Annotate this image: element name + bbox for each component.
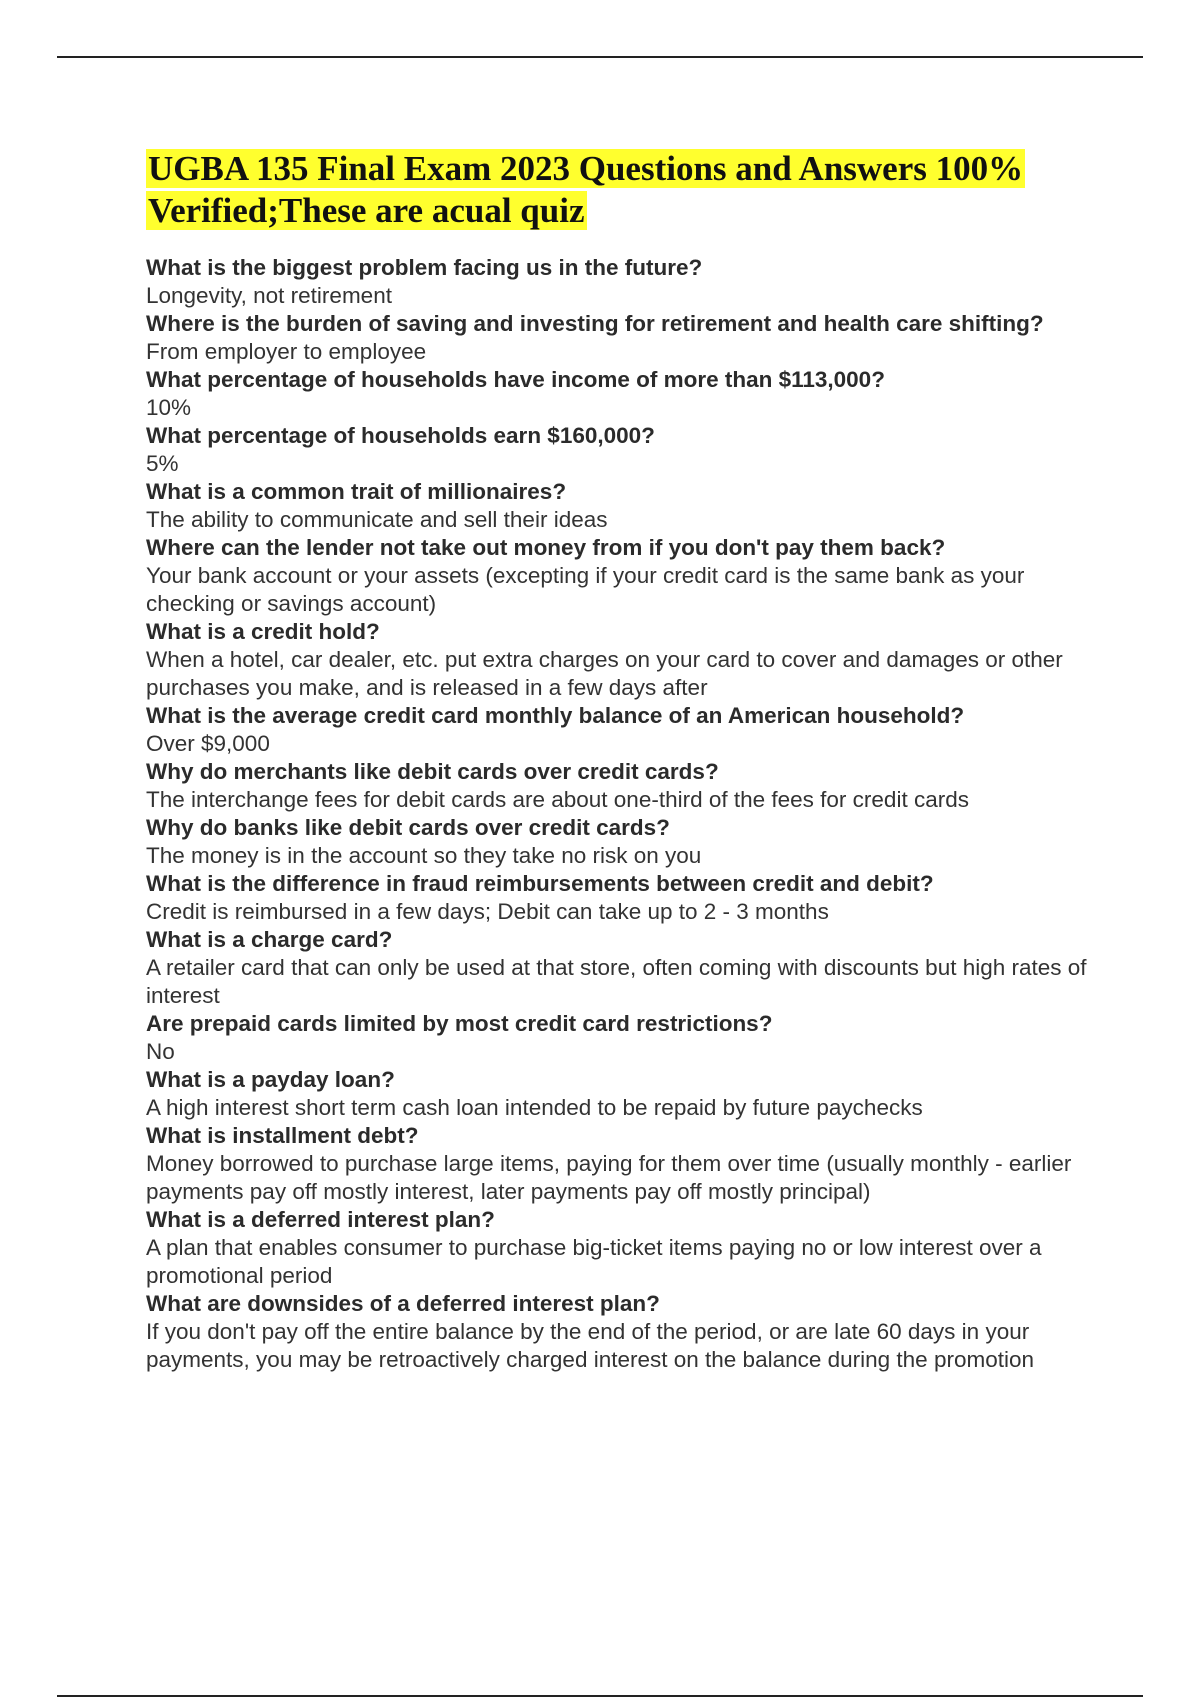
question: What is a common trait of millionaires? [146, 479, 567, 504]
answer: The money is in the account so they take no risk on you [146, 843, 702, 868]
answer: Over $9,000 [146, 731, 270, 756]
answer: No [146, 1039, 175, 1064]
answer: The interchange fees for debit cards are about one-third of the fees for credit cards [146, 787, 969, 812]
question: What is the biggest problem facing us in the future? [146, 255, 703, 280]
question: Why do merchants like debit cards over credit cards? [146, 759, 719, 784]
answer: Credit is reimbursed in a few days; Debit can take up to 2 - 3 months [146, 899, 829, 924]
answer: Longevity, not retirement [146, 283, 392, 308]
question: What percentage of households have income of more than $113,000? [146, 367, 885, 392]
question: What is a credit hold? [146, 619, 380, 644]
answer: A high interest short term cash loan intended to be repaid by future paychecks [146, 1095, 923, 1120]
answer: If you don't pay off the entire balance by the end of the period, or are late 60 days in your payments, you may be retroactively charged interest on the balance during the promotion [146, 1319, 1035, 1372]
top-rule [57, 56, 1143, 58]
question: Where can the lender not take out money from if you don't pay them back? [146, 535, 946, 560]
question: What is the difference in fraud reimbursements between credit and debit? [146, 871, 934, 896]
answer: 5% [146, 451, 179, 476]
question: What is a payday loan? [146, 1067, 395, 1092]
title-highlight: UGBA 135 Final Exam 2023 Questions and Answers 100% Verified;These are acual quiz [148, 149, 1024, 230]
document-body [146, 148, 1106, 1374]
answer: Money borrowed to purchase large items, paying for them over time (usually monthly - earlier payments pay off mostly interest, later payments pay off mostly principal) [146, 1151, 1072, 1204]
question: Are prepaid cards limited by most credit card restrictions? [146, 1011, 773, 1036]
question: What is a deferred interest plan? [146, 1207, 495, 1232]
question: Where is the burden of saving and investing for retirement and health care shifting? [146, 311, 1044, 336]
answer: A plan that enables consumer to purchase big-ticket items paying no or low interest over a promotional period [146, 1235, 1042, 1288]
question: What is installment debt? [146, 1123, 419, 1148]
answer: When a hotel, car dealer, etc. put extra charges on your card to cover and damages or other purchases you make, and is released in a few days after [146, 647, 1063, 700]
qa-list [146, 254, 1106, 1374]
question: What are downsides of a deferred interest plan? [146, 1291, 660, 1316]
document-title [146, 148, 1106, 232]
bottom-rule [57, 1695, 1143, 1697]
answer: The ability to communicate and sell their ideas [146, 507, 608, 532]
answer: From employer to employee [146, 339, 427, 364]
answer: Your bank account or your assets (excepting if your credit card is the same bank as your checking or savings account) [146, 563, 1025, 616]
question: Why do banks like debit cards over credit cards? [146, 815, 670, 840]
question: What is a charge card? [146, 927, 393, 952]
question: What percentage of households earn $160,000? [146, 423, 655, 448]
question: What is the average credit card monthly balance of an American household? [146, 703, 965, 728]
answer: 10% [146, 395, 192, 420]
answer: A retailer card that can only be used at that store, often coming with discounts but high rates of interest [146, 955, 1087, 1008]
